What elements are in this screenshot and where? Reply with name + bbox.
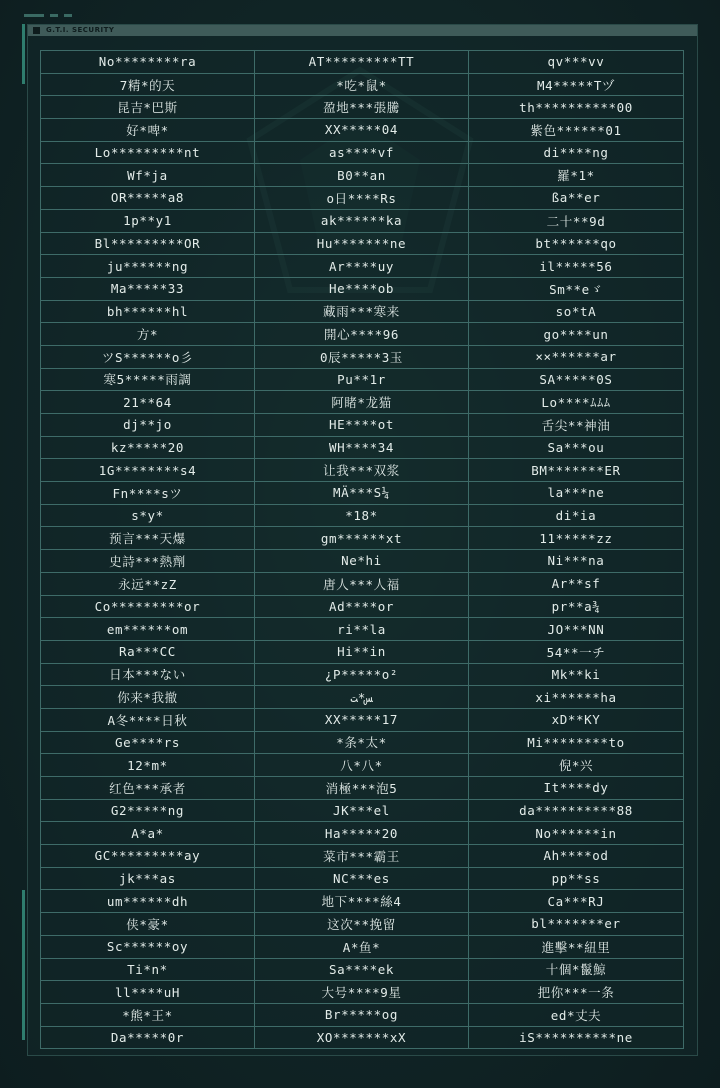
table-cell: 12*m* [41, 754, 255, 777]
table-cell: 让我***双浆 [255, 459, 469, 482]
table-row [41, 323, 684, 346]
table-cell: WH****34 [255, 436, 469, 459]
table-cell: ××******ar [469, 345, 684, 368]
table-cell: Ni***na [469, 550, 684, 573]
table-cell: di****ng [469, 141, 684, 164]
table-cell: ju******ng [41, 255, 255, 278]
table-cell: 盈地***張騰 [255, 96, 469, 119]
table-cell: Bl*********OR [41, 232, 255, 255]
table-cell: 好*啤* [41, 119, 255, 142]
table-cell: ll****uH [41, 981, 255, 1004]
table-cell: No********ra [41, 51, 255, 74]
left-accent-bottom [22, 890, 25, 1040]
table-cell: ßa**er [469, 187, 684, 210]
table-row [41, 845, 684, 868]
table-cell: 紫色******01 [469, 119, 684, 142]
table-cell: Mk**ki [469, 663, 684, 686]
table-row [41, 935, 684, 958]
table-row [41, 572, 684, 595]
table-row [41, 119, 684, 142]
table-cell: xi******ha [469, 686, 684, 709]
table-cell: Pu**1r [255, 368, 469, 391]
table-cell: Sa***ou [469, 436, 684, 459]
table-row [41, 459, 684, 482]
table-cell: 红色***承者 [41, 777, 255, 800]
table-cell: XX*****04 [255, 119, 469, 142]
table-cell: go****un [469, 323, 684, 346]
table-row [41, 232, 684, 255]
table-cell: um******dh [41, 890, 255, 913]
table-cell: iS**********ne [469, 1026, 684, 1049]
table-cell: 日本***ない [41, 663, 255, 686]
table-cell: ri**la [255, 618, 469, 641]
table-cell: M4*****Tヅ [469, 73, 684, 96]
table-cell: 開心****96 [255, 323, 469, 346]
table-row [41, 686, 684, 709]
table-cell: th**********00 [469, 96, 684, 119]
table-cell: B0**an [255, 164, 469, 187]
table-cell: 阿睹*龙猫 [255, 391, 469, 414]
table-cell: Lo*********nt [41, 141, 255, 164]
table-cell: 倪*兴 [469, 754, 684, 777]
table-cell: ツS******o彡 [41, 345, 255, 368]
table-cell: Ne*hi [255, 550, 469, 573]
table-cell: qv***vv [469, 51, 684, 74]
table-cell: Ge****rs [41, 731, 255, 754]
table-cell: Br*****og [255, 1003, 469, 1026]
table-cell: bh******hl [41, 300, 255, 323]
table-row [41, 255, 684, 278]
table-cell: ak******ka [255, 209, 469, 232]
table-row [41, 731, 684, 754]
table-row [41, 73, 684, 96]
table-cell: A*a* [41, 822, 255, 845]
table-cell: 進擊**紐里 [469, 935, 684, 958]
table-cell: OR*****a8 [41, 187, 255, 210]
table-row [41, 527, 684, 550]
table-row [41, 391, 684, 414]
table-cell: HE****ot [255, 414, 469, 437]
table-cell: Hu*******ne [255, 232, 469, 255]
table-cell: Fn****sツ [41, 482, 255, 505]
table-cell: XO*******xX [255, 1026, 469, 1049]
table-cell: as****vf [255, 141, 469, 164]
table-row [41, 640, 684, 663]
table-cell: Wf*ja [41, 164, 255, 187]
table-cell: 地下****絲4 [255, 890, 469, 913]
table-cell: Ra***CC [41, 640, 255, 663]
table-cell: Ti*n* [41, 958, 255, 981]
table-cell: A*鱼* [255, 935, 469, 958]
table-cell: No******in [469, 822, 684, 845]
table-cell: NC***es [255, 867, 469, 890]
table-cell: di*ia [469, 504, 684, 527]
table-row [41, 913, 684, 936]
table-cell: A冬****日秋 [41, 708, 255, 731]
table-cell: da**********88 [469, 799, 684, 822]
table-cell: Ar**sf [469, 572, 684, 595]
table-cell: ﺲ*ﺖ [255, 686, 469, 709]
table-cell: 侠*豪* [41, 913, 255, 936]
table-row [41, 482, 684, 505]
header-square-icon [33, 27, 40, 34]
table-cell: Sm**eゞ [469, 277, 684, 300]
table-cell: It****dy [469, 777, 684, 800]
table-cell: jk***as [41, 867, 255, 890]
table-row [41, 345, 684, 368]
table-cell: 寒5*****雨調 [41, 368, 255, 391]
table-cell: pr**a¾ [469, 595, 684, 618]
table-row [41, 981, 684, 1004]
table-cell: Ar****uy [255, 255, 469, 278]
table-cell: 预言***天爆 [41, 527, 255, 550]
table-cell: kz*****20 [41, 436, 255, 459]
table-cell: Ca***RJ [469, 890, 684, 913]
table-cell: pp**ss [469, 867, 684, 890]
left-accent-top [22, 24, 25, 84]
table-cell: 1G********s4 [41, 459, 255, 482]
table-cell: 7精*的天 [41, 73, 255, 96]
table-cell: Ha*****20 [255, 822, 469, 845]
table-cell: 二十**9d [469, 209, 684, 232]
table-row [41, 799, 684, 822]
table-row [41, 1003, 684, 1026]
table-cell: 这次**挽留 [255, 913, 469, 936]
table-cell: Mi********to [469, 731, 684, 754]
table-cell: JK***el [255, 799, 469, 822]
table-cell: 大号****9星 [255, 981, 469, 1004]
table-cell: MÄ***S¼ [255, 482, 469, 505]
table-row [41, 777, 684, 800]
table-row [41, 504, 684, 527]
table-cell: SA*****0S [469, 368, 684, 391]
table-cell: Hi**in [255, 640, 469, 663]
table-cell: il*****56 [469, 255, 684, 278]
table-row [41, 1026, 684, 1049]
table-cell: G2*****ng [41, 799, 255, 822]
table-cell: *18* [255, 504, 469, 527]
table-cell: 11*****zz [469, 527, 684, 550]
table-cell: 54**一チ [469, 640, 684, 663]
table-row [41, 164, 684, 187]
table-row [41, 96, 684, 119]
table-cell: la***ne [469, 482, 684, 505]
table-cell: He****ob [255, 277, 469, 300]
table-cell: Ad****or [255, 595, 469, 618]
codes-table [40, 50, 684, 1049]
table-cell: Sc******oy [41, 935, 255, 958]
top-decoration [24, 14, 72, 17]
table-cell: 永远**zZ [41, 572, 255, 595]
table-row [41, 958, 684, 981]
table-cell: XX*****17 [255, 708, 469, 731]
table-cell: 唐人***人福 [255, 572, 469, 595]
panel-header [28, 25, 697, 36]
table-row [41, 663, 684, 686]
table-cell: ¿P*****o² [255, 663, 469, 686]
table-cell: dj**jo [41, 414, 255, 437]
table-cell: Ma*****33 [41, 277, 255, 300]
table-cell: 羅*1* [469, 164, 684, 187]
table-cell: AT*********TT [255, 51, 469, 74]
table-cell: 菜市***霸王 [255, 845, 469, 868]
table-cell: Co*********or [41, 595, 255, 618]
table-cell: o日****Rs [255, 187, 469, 210]
table-row [41, 550, 684, 573]
table-row [41, 368, 684, 391]
table-cell: xD**KY [469, 708, 684, 731]
table-cell: 舌尖**神油 [469, 414, 684, 437]
table-row [41, 708, 684, 731]
table-cell: 消極***泡5 [255, 777, 469, 800]
table-cell: JO***NN [469, 618, 684, 641]
table-cell: 史詩***熱劑 [41, 550, 255, 573]
table-cell: GC*********ay [41, 845, 255, 868]
table-cell: ed*丈夫 [469, 1003, 684, 1026]
table-cell: so*tA [469, 300, 684, 323]
table-row [41, 822, 684, 845]
table-cell: 八*八* [255, 754, 469, 777]
table-row [41, 141, 684, 164]
table-row [41, 277, 684, 300]
table-cell: 0辰*****3玉 [255, 345, 469, 368]
table-cell: bl*******er [469, 913, 684, 936]
table-row [41, 595, 684, 618]
table-row [41, 867, 684, 890]
panel-title: G.T.I. SECURITY [46, 26, 115, 34]
table-cell: *熊*王* [41, 1003, 255, 1026]
table-cell: bt******qo [469, 232, 684, 255]
table-cell: *吃*鼠* [255, 73, 469, 96]
table-cell: 21**64 [41, 391, 255, 414]
table-cell: 1p**y1 [41, 209, 255, 232]
table-cell: Ah****od [469, 845, 684, 868]
table-cell: 十個*鬣鯨 [469, 958, 684, 981]
table-row [41, 300, 684, 323]
table-row [41, 51, 684, 74]
table-cell: 把你***一条 [469, 981, 684, 1004]
table-cell: 藏雨***寒来 [255, 300, 469, 323]
table-row [41, 414, 684, 437]
table-cell: gm******xt [255, 527, 469, 550]
table-row [41, 754, 684, 777]
table-cell: 你来*我撤 [41, 686, 255, 709]
table-row [41, 187, 684, 210]
table-cell: *条*太* [255, 731, 469, 754]
table-cell: s*y* [41, 504, 255, 527]
table-cell: Lo****ﾑﾑﾑ [469, 391, 684, 414]
table-row [41, 618, 684, 641]
table-cell: 昆吉*巴斯 [41, 96, 255, 119]
table-cell: Da*****0r [41, 1026, 255, 1049]
table-row [41, 890, 684, 913]
table-row [41, 209, 684, 232]
table-cell: 方* [41, 323, 255, 346]
table-cell: Sa****ek [255, 958, 469, 981]
table-row [41, 436, 684, 459]
table-cell: BM*******ER [469, 459, 684, 482]
table-cell: em******om [41, 618, 255, 641]
